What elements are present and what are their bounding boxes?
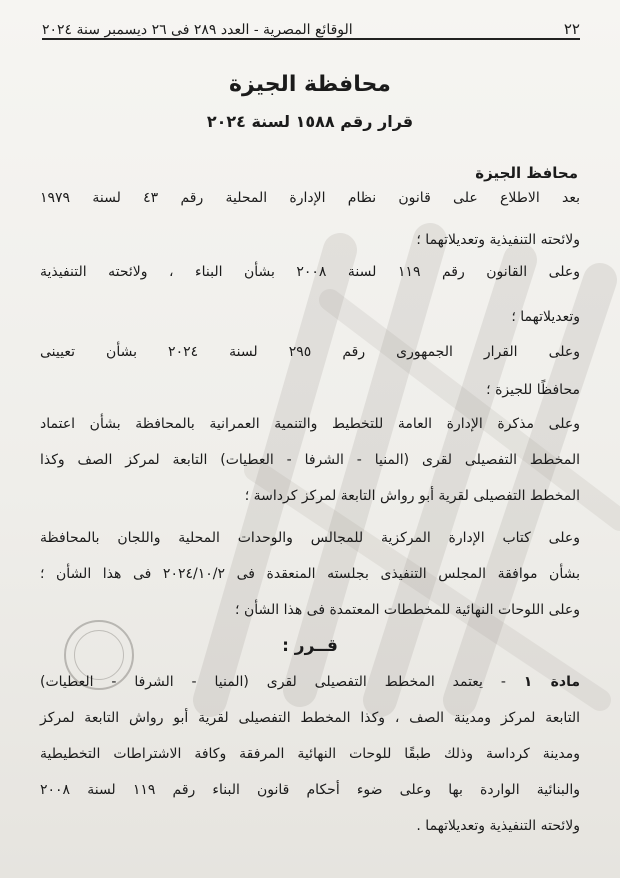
decides-heading: قــرر : (282, 636, 338, 656)
article-line: ومدينة كرداسة وذلك طبقًا للوحات النهائية المرفقة وكافة الاشتراطات التخطيطية (40, 746, 580, 762)
page-number: ٢٢ (563, 20, 580, 38)
preamble-line: وعلى اللوحات النهائية للمخططات المعتمدة فى هذا الشأن ؛ (235, 602, 580, 618)
preamble-line: المخطط التفصيلى لقرية أبو رواش التابعة لمركز كرداسة ؛ (244, 488, 580, 504)
gazette-issue-line: الوقائع المصرية - العدد ٢٨٩ فى ٢٦ ديسمبر سنة ٢٠٢٤ (42, 22, 353, 38)
preamble-line: بشأن موافقة المجلس التنفيذى بجلسته المنعقدة فى ٢٠٢٤/١٠/٢ فى هذا الشأن ؛ (40, 566, 580, 582)
article-line: والبنائية الواردة بها وعلى ضوء أحكام قانون البناء رقم ١١٩ لسنة ٢٠٠٨ (40, 782, 580, 798)
preamble-line: المخطط التفصيلى لقرى (المنيا - الشرفا - العطيات) التابعة لمركز الصف وكذا (40, 452, 580, 468)
article-line: ولائحته التنفيذية وتعديلاتهما . (416, 818, 580, 834)
preamble-line: وعلى القرار الجمهورى رقم ٢٩٥ لسنة ٢٠٢٤ بشأن تعيينى (40, 344, 581, 360)
article-label: مادة ١ (523, 674, 581, 690)
governorate-title: محافظة الجيزة (229, 72, 391, 97)
preamble-line: ولائحته التنفيذية وتعديلاتهما ؛ (416, 232, 580, 248)
preamble-line: وعلى القانون رقم ١١٩ لسنة ٢٠٠٨ بشأن البناء ، ولائحته التنفيذية (40, 264, 581, 280)
page-header (42, 12, 580, 40)
decree-title: قرار رقم ١٥٨٨ لسنة ٢٠٢٤ (206, 112, 414, 131)
article-text: - يعتمد المخطط التفصيلى لقرى (المنيا - الشرفا - العطيات) (40, 674, 506, 690)
preamble-line: محافظًا للجيزة ؛ (486, 382, 580, 398)
preamble-line: وتعديلاتهما ؛ (511, 309, 580, 325)
governor-heading: محافظ الجيزة (475, 164, 578, 182)
preamble-line: وعلى مذكرة الإدارة العامة للتخطيط والتنمية العمرانية بالمحافظة بشأن اعتماد (40, 416, 580, 432)
preamble-line: بعد الاطلاع على قانون نظام الإدارة المحلية رقم ٤٣ لسنة ١٩٧٩ (40, 190, 580, 206)
preamble-line: وعلى كتاب الإدارة المركزية للمجالس والوحدات المحلية واللجان بالمحافظة (40, 530, 580, 546)
article-line (40, 672, 580, 692)
article-line: التابعة لمركز ومدينة الصف ، وكذا المخطط التفصيلى لقرية أبو رواش التابعة لمركز (40, 710, 580, 726)
